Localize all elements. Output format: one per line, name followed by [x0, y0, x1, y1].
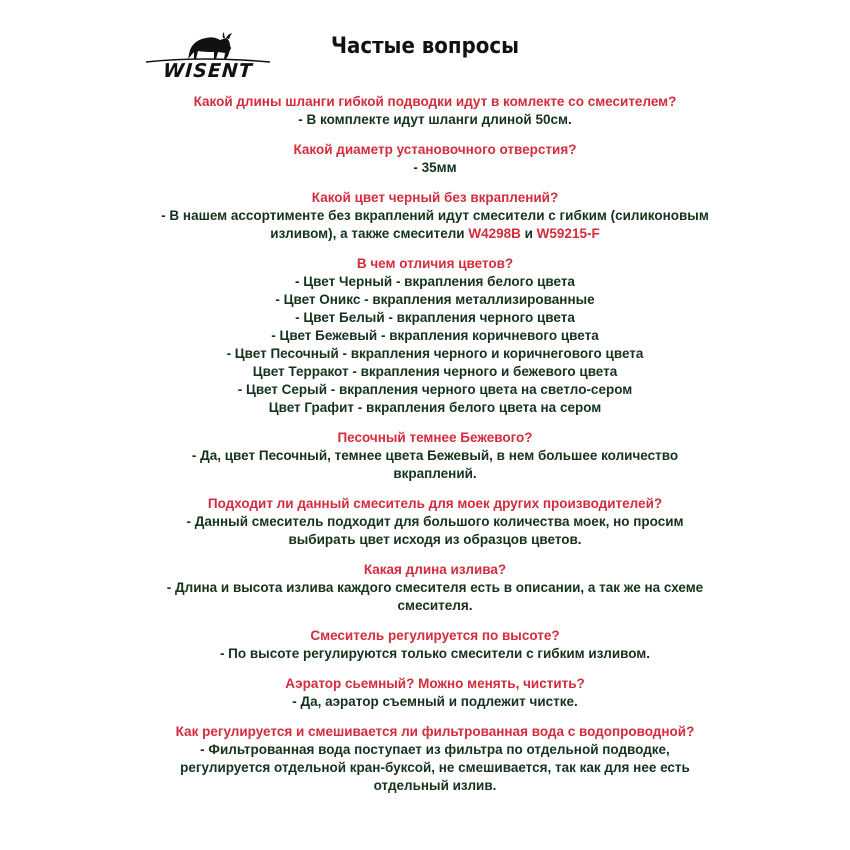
faq-item	[140, 93, 730, 129]
faq-question: Какой цвет черный без вкраплений?	[311, 190, 559, 205]
faq-answer	[140, 741, 730, 795]
faq-answer	[140, 207, 730, 243]
faq-question: Как регулируется и смешивается ли фильтрованная вода с водопроводной?	[175, 724, 695, 739]
faq-answer-line	[140, 225, 730, 243]
faq-item	[140, 561, 730, 615]
faq-answer-line: - В комплекте идут шланги длиной 50см.	[298, 112, 572, 127]
faq-answer-line: - 35мм	[413, 160, 457, 175]
faq-item	[140, 255, 730, 417]
faq-item	[140, 141, 730, 177]
faq-answer-line: Цвет Графит - вкрапления белого цвета на сером	[268, 400, 602, 415]
answer-text: и	[520, 226, 537, 241]
faq-answer-line: - Данный смеситель подходит для большого количества моек, но просим	[186, 514, 684, 529]
faq-answer	[140, 159, 730, 177]
faq-answer-line: - Цвет Белый - вкрапления черного цвета	[295, 310, 575, 325]
faq-answer-line: выбирать цвет исходя из образцов цветов.	[288, 532, 582, 547]
faq-answer-line: - Фильтрованная вода поступает из фильтра по отдельной подводке,	[200, 742, 670, 757]
faq-answer-line: - Цвет Оникс - вкрапления металлизированные	[275, 292, 595, 307]
faq-question: Какая длина излива?	[363, 562, 507, 577]
faq-question: Какой диаметр установочного отверстия?	[293, 142, 577, 157]
faq-question: Какой длины шланги гибкой подводки идут в комлекте со смесителем?	[193, 94, 677, 109]
faq-answer-line: - Длина и высота излива каждого смесителя есть в описании, а так же на схеме	[166, 580, 704, 595]
faq-answer-line: вкраплений.	[393, 466, 477, 481]
answer-text: изливом), а также смесители	[270, 226, 469, 241]
page-title: Частые вопросы	[330, 34, 520, 59]
faq-question: Смеситель регулируется по высоте?	[310, 628, 560, 643]
faq-item	[140, 723, 730, 795]
faq-item	[140, 627, 730, 663]
faq-answer	[140, 273, 730, 417]
faq-answer	[140, 579, 730, 615]
brand-logo	[142, 26, 274, 82]
model-ref-w4298b: W4298B	[468, 226, 521, 241]
faq-answer-line: - В нашем ассортименте без вкраплений идут смесители с гибким (силиконовым	[161, 208, 709, 223]
model-ref-w59215f: W59215-F	[536, 226, 600, 241]
faq-item	[140, 675, 730, 711]
faq-answer-line: - Да, цвет Песочный, темнее цвета Бежевый, в нем большее количество	[191, 448, 679, 463]
faq-answer-line: регулируется отдельной кран-буксой, не смешивается, так как для нее есть	[180, 760, 690, 775]
faq-answer-line: - Цвет Бежевый - вкрапления коричневого цвета	[271, 328, 599, 343]
faq-question: Аэратор сьемный? Можно менять, чистить?	[285, 676, 585, 691]
faq-item	[140, 495, 730, 549]
faq-answer-line: - Цвет Песочный - вкрапления черного и коричнегового цвета	[226, 346, 644, 361]
faq-answer-line: смесителя.	[397, 598, 473, 613]
faq-answer	[140, 645, 730, 663]
faq-answer	[140, 693, 730, 711]
faq-answer	[140, 111, 730, 129]
faq-item	[140, 429, 730, 483]
faq-list	[140, 93, 730, 807]
faq-answer-line: - Цвет Черный - вкрапления белого цвета	[295, 274, 575, 289]
faq-answer-line: отдельный излив.	[373, 778, 497, 793]
brand-name: WISENT	[162, 60, 254, 82]
faq-answer	[140, 447, 730, 483]
faq-answer-line: - По высоте регулируются только смесители с гибким изливом.	[219, 646, 651, 661]
faq-answer-line: - Да, аэратор съемный и подлежит чистке.	[292, 694, 578, 709]
faq-question: Песочный темнее Бежевого?	[337, 430, 533, 445]
faq-question: Подходит ли данный смеситель для моек других производителей?	[207, 496, 663, 511]
faq-answer-line: - Цвет Серый - вкрапления черного цвета на светло-сером	[237, 382, 633, 397]
faq-answer	[140, 513, 730, 549]
faq-answer-line: Цвет Терракот - вкрапления черного и бежевого цвета	[252, 364, 618, 379]
faq-question: В чем отличия цветов?	[356, 256, 514, 271]
faq-item	[140, 189, 730, 243]
